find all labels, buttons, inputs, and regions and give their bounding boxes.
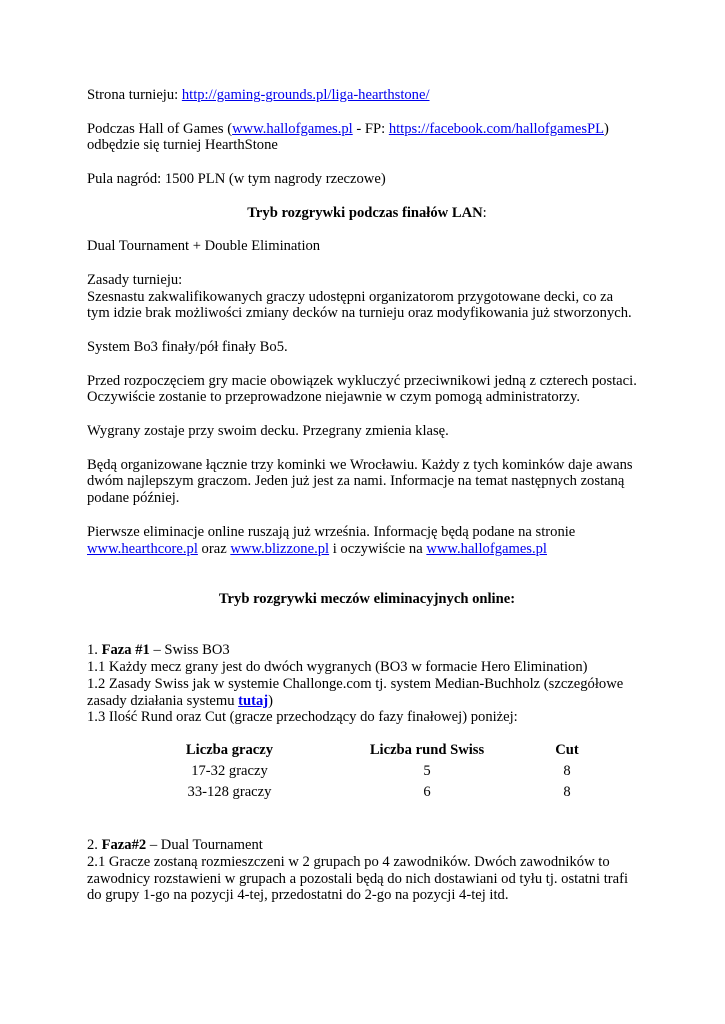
- swiss-rules-link[interactable]: tutaj: [238, 692, 269, 709]
- phase2-line1: 2.1 Gracze zostaną rozmieszczeni w 2 grupach po 4 zawodników. Dwóch zawodników to: [87, 853, 610, 870]
- phase1-item2-prefix: zasady działania systemu: [87, 692, 239, 709]
- phase2-line3: do grupy 1-go na pozycji 4-tej, przedostatni do 2-go na pozycji 4-tej itd.: [87, 887, 509, 904]
- phase2-name: Faza#2: [101, 837, 147, 854]
- tournament-format: Dual Tournament + Double Elimination: [87, 238, 321, 255]
- hall-of-games-line2: odbędzie się turniej HearthStone: [87, 137, 278, 154]
- cell-rounds: 6: [423, 784, 431, 801]
- rules-label: Zasady turnieju:: [87, 271, 183, 288]
- cell-players: 17-32 graczy: [191, 763, 268, 780]
- phase2-paragraph: [87, 837, 647, 904]
- ban-line2: Oczywiście zostanie to przeprowadzone niejawnie w czym pomogą administratorzy.: [87, 389, 581, 406]
- ban-paragraph: [87, 373, 647, 407]
- phase1-item2-suffix: ): [268, 692, 274, 709]
- rules-paragraph: [87, 272, 647, 322]
- hall-of-games-line: [87, 121, 647, 155]
- lan-heading-text: Tryb rozgrywki podczas finałów LAN: [247, 204, 483, 221]
- ban-line1: Przed rozpoczęciem gry macie obowiązek wykluczyć przeciwnikowi jedną z czterech postaci.: [87, 372, 637, 389]
- cell-cut: 8: [563, 763, 571, 780]
- online-elims-sep1: oraz: [197, 540, 231, 557]
- phase1-num: 1.: [87, 642, 102, 659]
- system-text: System Bo3 finały/pół finały Bo5.: [87, 338, 288, 355]
- cell-rounds: 5: [423, 763, 431, 780]
- hallofgames-link-2[interactable]: www.hallofgames.pl: [426, 540, 547, 557]
- header-players: Liczba graczy: [185, 742, 274, 759]
- facebook-link[interactable]: https://facebook.com/hallofgamesPL: [388, 120, 605, 137]
- rules-line2: tym idzie brak możliwości zmiany decków na turnieju oraz modyfikowania już stworzonych.: [87, 305, 632, 322]
- document-page: [87, 87, 647, 904]
- fireplaces-line1: Będą organizowane łącznie trzy kominki we Wrocławiu. Każdy z tych kominków daje awans: [87, 456, 633, 473]
- cell-players: 33-128 graczy: [187, 784, 272, 801]
- tournament-site-line: [87, 87, 647, 104]
- phase1-paragraph: [87, 642, 647, 726]
- phase1-rest: – Swiss BO3: [149, 642, 230, 659]
- fireplaces-line3: podane później.: [87, 490, 180, 507]
- hall-of-games-suffix: ): [604, 120, 609, 137]
- phase1-name: Faza #1: [101, 642, 150, 659]
- header-cut: Cut: [555, 742, 579, 759]
- phase1-item1: 1.1 Każdy mecz grany jest do dwóch wygranych (BO3 w formacie Hero Elimination): [87, 658, 588, 675]
- online-elims-line1: Pierwsze eliminacje online ruszają już września. Informację będą podane na stronie: [87, 523, 576, 540]
- swiss-table-header-row: [152, 740, 587, 761]
- swiss-table: [152, 740, 587, 803]
- table-row: [152, 782, 587, 803]
- deck-rule: Wygrany zostaje przy swoim decku. Przegrany zmienia klasę.: [87, 422, 449, 439]
- table-row: [152, 761, 587, 782]
- header-rounds: Liczba rund Swiss: [369, 742, 485, 759]
- phase1-item2-line1: 1.2 Zasady Swiss jak w systemie Challonge.com tj. system Median-Buchholz (szczegółowe: [87, 675, 624, 692]
- hearthcore-link[interactable]: www.hearthcore.pl: [87, 540, 198, 557]
- tournament-site-link[interactable]: http://gaming-grounds.pl/liga-hearthstone/: [181, 87, 430, 103]
- phase2-num: 2.: [87, 837, 102, 854]
- phase1-item3: 1.3 Ilość Rund oraz Cut (gracze przechodzący do fazy finałowej) poniżej:: [87, 709, 518, 726]
- lan-heading: [87, 205, 647, 222]
- fb-separator: - FP:: [352, 120, 389, 137]
- cell-cut: 8: [563, 784, 571, 801]
- prize-pool: Pula nagród: 1500 PLN (w tym nagrody rzeczowe): [87, 170, 386, 187]
- fireplaces-paragraph: [87, 457, 647, 507]
- hallofgames-link[interactable]: www.hallofgames.pl: [232, 120, 353, 137]
- online-elims-sep2: i oczywiście na: [329, 540, 427, 557]
- blizzone-link[interactable]: www.blizzone.pl: [230, 540, 330, 557]
- tournament-site-label: Strona turnieju:: [87, 87, 182, 103]
- hall-of-games-prefix: Podczas Hall of Games (: [87, 120, 233, 137]
- phase2-rest: – Dual Tournament: [146, 837, 263, 854]
- online-heading: Tryb rozgrywki meczów eliminacyjnych online:: [218, 591, 516, 608]
- phase2-line2: zawodnicy rozstawieni w grupach a pozostali będą do nich dostawiani od tyłu tj. ostatni trafi: [87, 870, 629, 887]
- rules-line1: Szesnastu zakwalifikowanych graczy udostępni organizatorom przygotowane decki, co za: [87, 288, 614, 305]
- fireplaces-line2: dwóm najlepszym graczom. Jeden już jest za nami. Informacje na temat następnych zostaną: [87, 473, 625, 490]
- online-elims-paragraph: [87, 524, 647, 558]
- lan-heading-colon: :: [482, 204, 487, 221]
